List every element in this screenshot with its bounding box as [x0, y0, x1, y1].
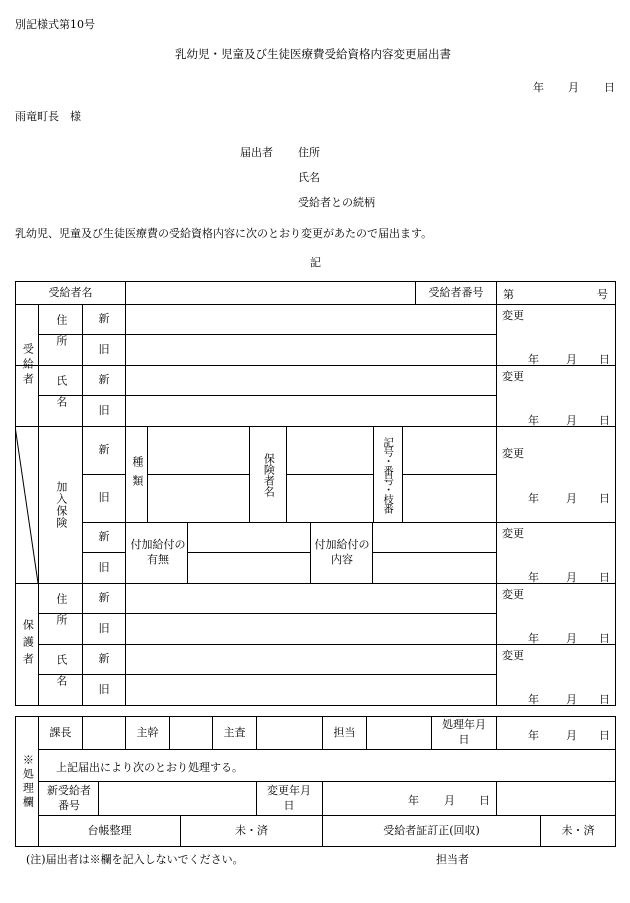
- ledger-status: 未・済: [235, 823, 268, 837]
- change-month: 月: [566, 693, 577, 706]
- insurance-kind-label: 種類: [130, 455, 144, 494]
- staff-label: 担当: [333, 725, 356, 739]
- footer-staff-label: 担当者: [436, 853, 469, 866]
- notifier-relation-label: 受給者との続柄: [298, 196, 375, 209]
- old-label: 旧: [98, 491, 110, 505]
- process-day: 日: [599, 729, 610, 742]
- change-day: 日: [599, 414, 610, 427]
- change-label: 変更: [502, 527, 524, 540]
- symbol-number-label: 記号・番号・枝番: [382, 436, 395, 513]
- change-label: 変更: [502, 649, 524, 662]
- change-month: 月: [566, 353, 577, 366]
- dai-label: 第: [503, 288, 514, 301]
- new-label: 新: [98, 591, 110, 605]
- processing-section-label: ※処理欄: [21, 753, 35, 810]
- addressee: 雨竜町長 様: [15, 110, 81, 123]
- recipient-section-label: 受給者: [21, 343, 35, 388]
- old-label: 旧: [98, 560, 110, 574]
- insurance-label: 加入保険: [54, 481, 68, 529]
- change-day: 日: [599, 571, 610, 584]
- recipient-number-label: 受給者番号: [428, 285, 484, 299]
- diagonal-slash: [15, 426, 39, 583]
- change-label: 変更: [502, 447, 524, 460]
- change-label: 変更: [502, 309, 524, 322]
- date-day: 日: [604, 81, 615, 94]
- new-recipient-number-label: 新受給者番号: [47, 783, 91, 812]
- change-date-month: 月: [444, 794, 455, 807]
- process-date-label: 処理年月日: [442, 718, 486, 746]
- notifier-label: 届出者: [240, 146, 273, 159]
- change-month: 月: [566, 571, 577, 584]
- change-date-label: 変更年月日: [267, 783, 311, 812]
- recipient-name-label: 受給者名: [48, 285, 93, 299]
- change-date-year: 年: [408, 794, 419, 807]
- old-label: 旧: [98, 342, 110, 356]
- change-year: 年: [528, 492, 539, 505]
- certificate-correction-label: 受給者証訂正(回収): [383, 823, 480, 837]
- new-label: 新: [98, 652, 110, 666]
- change-day: 日: [599, 632, 610, 645]
- recipient-address-label: 住所: [54, 314, 68, 356]
- change-day: 日: [599, 693, 610, 706]
- insurer-name-label: 保険者名: [262, 452, 276, 497]
- change-month: 月: [566, 492, 577, 505]
- notifier-address-label: 住所: [298, 146, 320, 159]
- change-year: 年: [528, 693, 539, 706]
- guardian-name-label: 氏名: [54, 654, 68, 696]
- change-year: 年: [528, 571, 539, 584]
- new-label: 新: [98, 373, 110, 387]
- process-month: 月: [566, 729, 577, 742]
- form-number: 別記様式第10号: [15, 18, 95, 31]
- change-month: 月: [566, 414, 577, 427]
- ki-label: 記: [310, 256, 321, 269]
- processed-text: 上記届出により次のとおり処理する。: [56, 761, 243, 774]
- statement: 乳幼児、児童及び生徒医療費の受給資格内容に次のとおり変更があたので届出ます。: [15, 227, 433, 240]
- new-label: 新: [98, 312, 110, 326]
- certificate-status: 未・済: [561, 823, 595, 837]
- change-date-day: 日: [479, 794, 490, 807]
- document-title: 乳幼児・児童及び生徒医療費受給資格内容変更届出書: [175, 47, 451, 61]
- change-day: 日: [599, 353, 610, 366]
- old-label: 旧: [98, 682, 110, 696]
- supplement-exists-label: 付加給付の有無: [130, 538, 186, 566]
- supplement-content-label: 付加給付の内容: [314, 538, 370, 566]
- old-label: 旧: [98, 403, 110, 417]
- change-label: 変更: [502, 370, 524, 383]
- old-label: 旧: [98, 621, 110, 635]
- chief-label: 課長: [49, 725, 72, 739]
- date-year: 年: [533, 81, 544, 94]
- director-label: 主幹: [136, 725, 159, 739]
- change-day: 日: [599, 492, 610, 505]
- change-label: 変更: [502, 588, 524, 601]
- recipient-name-row-label: 氏名: [54, 375, 68, 417]
- change-month: 月: [566, 632, 577, 645]
- change-year: 年: [528, 353, 539, 366]
- new-label: 新: [98, 443, 110, 457]
- guardian-address-label: 住所: [54, 593, 68, 635]
- process-year: 年: [528, 729, 539, 742]
- ledger-label: 台帳整理: [87, 823, 132, 837]
- footer-note: (注)届出者は※欄を記入しないでください。: [26, 853, 244, 866]
- new-label: 新: [98, 530, 110, 544]
- notifier-name-label: 氏名: [298, 171, 320, 184]
- guardian-section-label: 保護者: [21, 619, 35, 670]
- change-year: 年: [528, 632, 539, 645]
- inspector-label: 主査: [223, 725, 246, 739]
- date-month: 月: [568, 81, 579, 94]
- go-label: 号: [597, 288, 608, 301]
- change-year: 年: [528, 414, 539, 427]
